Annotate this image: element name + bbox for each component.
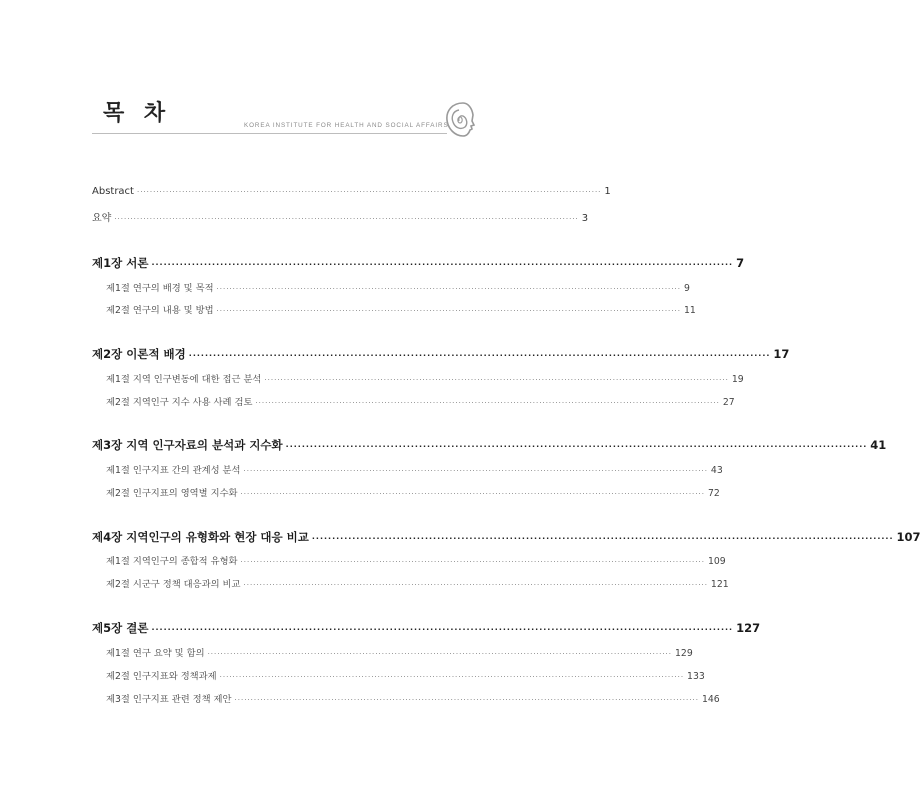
toc-page-number: 41 bbox=[870, 438, 887, 452]
toc-page-number: 43 bbox=[710, 465, 723, 476]
toc-section[interactable] bbox=[106, 485, 720, 499]
toc-entry-label: 제2절 연구의 내용 및 방법 bbox=[106, 305, 214, 316]
toc-page-number: 109 bbox=[707, 556, 726, 567]
dot-leader: ················································································································································ bbox=[255, 399, 720, 407]
toc-chapter-4[interactable] bbox=[92, 529, 921, 545]
toc-chapter-1[interactable] bbox=[92, 255, 745, 271]
institute-name: KOREA INSTITUTE FOR HEALTH AND SOCIAL AFFAIRS bbox=[244, 122, 449, 129]
toc-section[interactable] bbox=[106, 691, 720, 705]
toc-section[interactable] bbox=[106, 645, 693, 659]
dot-leader: ················································································································································ bbox=[216, 285, 681, 293]
dot-leader: ················································································································································ bbox=[114, 215, 579, 223]
toc-page-number: 1 bbox=[604, 186, 611, 197]
toc-page-number: 121 bbox=[710, 579, 729, 590]
dot-leader: ················································································································································ bbox=[264, 376, 729, 384]
toc-entry-summary[interactable] bbox=[92, 209, 589, 224]
toc-chapter-2[interactable] bbox=[92, 346, 790, 362]
toc-entry-label: 제2절 인구지표의 영역별 지수화 bbox=[106, 488, 238, 499]
toc-page-number: 107 bbox=[896, 530, 921, 544]
toc-section[interactable] bbox=[106, 394, 735, 408]
toc-page-number: 72 bbox=[707, 488, 720, 499]
toc-entry-label: 제1절 연구의 배경 및 목적 bbox=[106, 283, 214, 294]
toc-entry-label: 제4장 지역인구의 유형화와 현장 대응 비교 bbox=[92, 530, 309, 544]
toc-entry-label: 제1장 서론 bbox=[92, 256, 149, 270]
toc-page-number: 7 bbox=[736, 256, 745, 270]
toc-entry-label: 제2절 인구지표와 정책과제 bbox=[106, 671, 217, 682]
toc-page-number: 127 bbox=[736, 621, 761, 635]
toc-entry-label: Abstract bbox=[92, 186, 134, 197]
dot-leader: ················································································································································ bbox=[240, 558, 705, 566]
dot-leader: ················································································································································ bbox=[240, 490, 705, 498]
page-title: 목 차 bbox=[103, 101, 172, 126]
toc-entry-label: 제5장 결론 bbox=[92, 621, 149, 635]
dot-leader: ················································································································································ bbox=[188, 351, 771, 360]
dot-leader: ················································································································································ bbox=[243, 467, 708, 475]
toc-entry-label: 제1절 인구지표 간의 관계성 분석 bbox=[106, 465, 241, 476]
toc-section[interactable] bbox=[106, 302, 696, 316]
toc-page-number: 129 bbox=[675, 648, 693, 659]
toc-section[interactable] bbox=[106, 668, 705, 682]
toc-section[interactable] bbox=[106, 553, 726, 567]
toc-page-number: 27 bbox=[722, 397, 735, 408]
toc-entry-label: 제2절 지역인구 지수 사용 사례 검토 bbox=[106, 397, 253, 408]
dot-leader: ················································································································································ bbox=[151, 260, 734, 269]
dot-leader: ················································································································································ bbox=[151, 625, 734, 634]
dot-leader: ················································································································································ bbox=[219, 673, 685, 681]
dot-leader: ················································································································································ bbox=[243, 581, 708, 589]
toc-section[interactable] bbox=[106, 576, 729, 590]
dot-leader: ················································································································································ bbox=[285, 442, 868, 451]
header-rule bbox=[92, 133, 447, 134]
toc-page-number: 146 bbox=[701, 694, 720, 705]
toc-entry-abstract[interactable] bbox=[92, 186, 611, 197]
dot-leader: ················································································································································ bbox=[136, 188, 602, 196]
toc-entry-label: 제3장 지역 인구자료의 분석과 지수화 bbox=[92, 438, 283, 452]
toc-section[interactable] bbox=[106, 280, 690, 294]
kihasa-face-logo-icon bbox=[443, 100, 479, 140]
dot-leader: ················································································································································ bbox=[234, 696, 699, 704]
dot-leader: ················································································································································ bbox=[216, 307, 681, 315]
toc-entry-label: 제1절 지역 인구변동에 대한 접근 분석 bbox=[106, 374, 262, 385]
toc-section[interactable] bbox=[106, 462, 723, 476]
dot-leader: ················································································································································ bbox=[207, 650, 672, 658]
toc-page-number: 11 bbox=[683, 305, 696, 316]
toc-page-number: 3 bbox=[581, 213, 589, 224]
toc-entry-label: 제2장 이론적 배경 bbox=[92, 347, 186, 361]
toc-entry-label: 제2절 시군구 정책 대응과의 비교 bbox=[106, 579, 241, 590]
toc-entry-label: 제1절 연구 요약 및 함의 bbox=[106, 648, 205, 659]
toc-entry-label: 제3절 인구지표 관련 정책 제안 bbox=[106, 694, 232, 705]
toc-section[interactable] bbox=[106, 371, 744, 385]
toc-entry-label: 요약 bbox=[92, 213, 112, 224]
toc-entry-label: 제1절 지역인구의 종합적 유형화 bbox=[106, 556, 238, 567]
toc-page-number: 133 bbox=[687, 671, 705, 682]
toc-page-number: 19 bbox=[731, 374, 744, 385]
toc-page-number: 9 bbox=[683, 283, 690, 294]
toc-page-number: 17 bbox=[773, 347, 790, 361]
dot-leader: ················································································································································ bbox=[311, 534, 894, 543]
toc-chapter-5[interactable] bbox=[92, 620, 761, 636]
toc-chapter-3[interactable] bbox=[92, 437, 887, 453]
